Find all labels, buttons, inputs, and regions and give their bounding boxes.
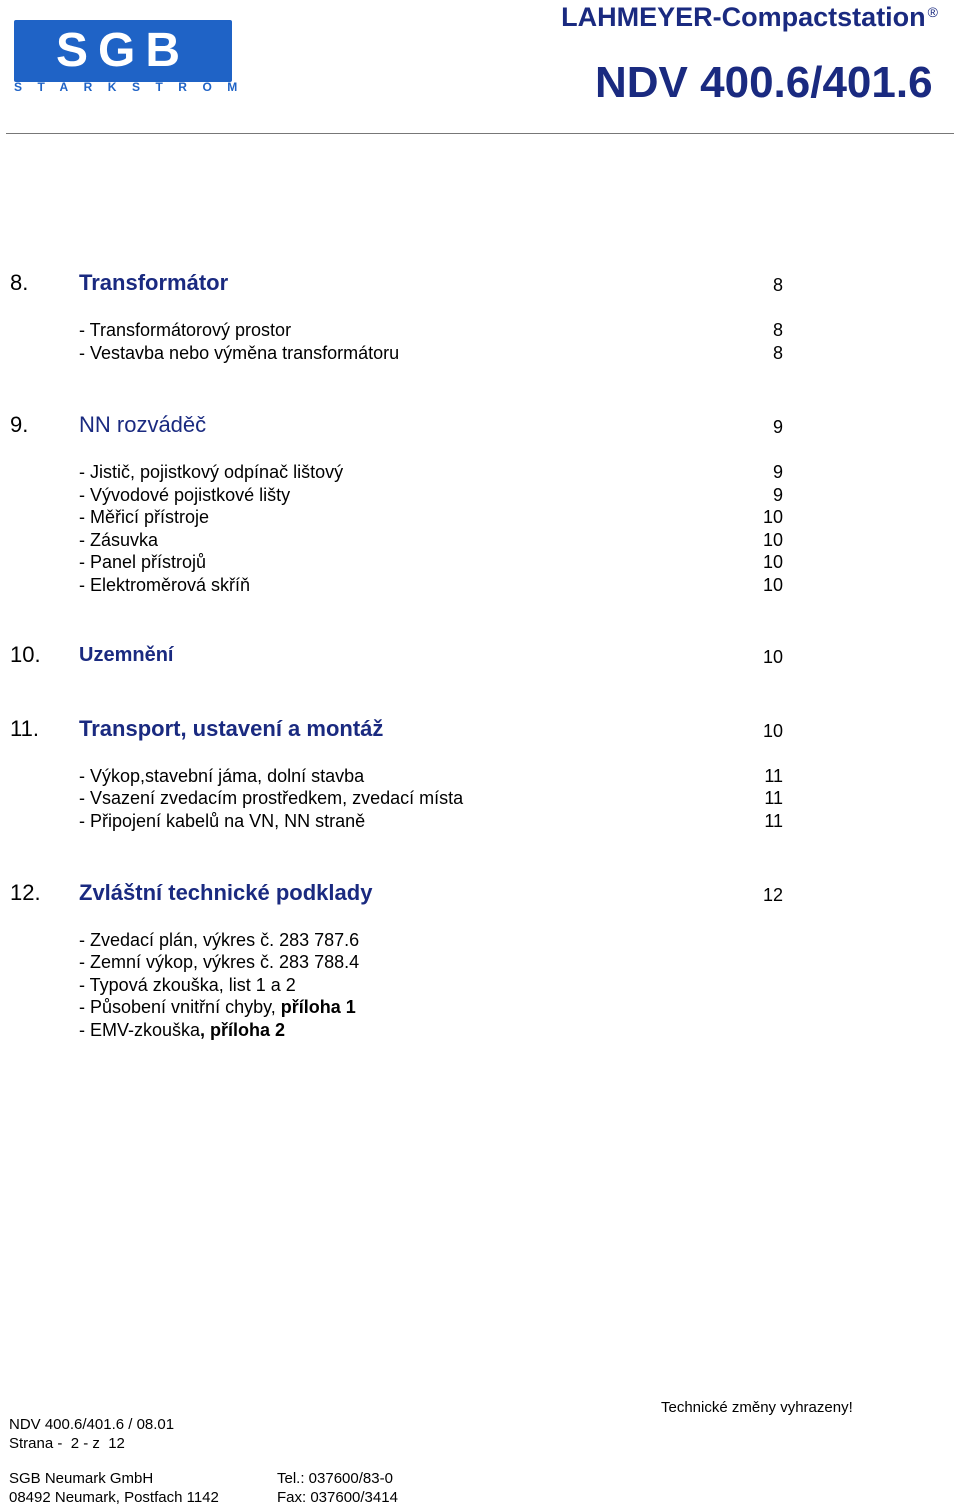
toc-item: - Panel přístrojů	[79, 552, 207, 572]
toc-item-label: - Působení vnitřní chyby,	[79, 997, 281, 1017]
footer-page-info: Strana - 2 - z 12	[9, 1435, 125, 1452]
toc-item-attachment: , příloha 2	[200, 1020, 286, 1040]
section-number: 9.	[10, 412, 29, 437]
logo-text: SGB	[55, 24, 190, 77]
toc-item: - Výkop,stavební jáma, dolní stavba	[79, 766, 365, 786]
toc-item-attachment: příloha 1	[280, 997, 356, 1017]
logo-subtext: STARKSTROM	[14, 80, 253, 94]
section-title: Transformátor	[79, 270, 229, 295]
toc-item: - Typová zkouška, list 1 a 2	[79, 975, 296, 995]
toc-item-label: - EMV-zkouška	[79, 1020, 201, 1040]
footer-company: SGB Neumark GmbH	[9, 1470, 154, 1487]
toc-item-page: 11	[764, 788, 783, 808]
toc-item: - Vsazení zvedacím prostředkem, zvedací místa	[79, 788, 464, 808]
toc-item: - Měřicí přístroje	[79, 507, 210, 527]
section-number: 10.	[10, 642, 41, 667]
section-number: 8.	[10, 270, 29, 295]
toc-item-page: 11	[764, 811, 783, 831]
registered-mark: ®	[927, 4, 938, 20]
toc-item-page: 11	[764, 766, 783, 786]
header-divider	[6, 133, 954, 134]
footer-address: 08492 Neumark, Postfach 1142	[9, 1489, 219, 1506]
toc-item: - Jistič, pojistkový odpínač lištový	[79, 462, 344, 482]
company-logo	[14, 20, 253, 94]
footer-fax: Fax: 037600/3414	[277, 1489, 398, 1506]
toc-item	[79, 1019, 285, 1041]
section-title: Uzemnění	[79, 644, 174, 666]
toc-item: - Elektroměrová skříň	[79, 575, 251, 595]
section-page: 8	[772, 275, 783, 295]
model-title: NDV 400.6/401.6	[595, 58, 933, 107]
toc-item: - Vestavba nebo výměna transformátoru	[79, 343, 400, 363]
toc-item-page: 10	[762, 552, 783, 572]
brand-title	[561, 2, 938, 33]
footer-tel: Tel.: 037600/83-0	[277, 1470, 393, 1487]
section-number: 12.	[10, 880, 41, 905]
toc-item	[79, 996, 356, 1018]
toc-item: - Vývodové pojistkové lišty	[79, 485, 291, 505]
footer-notice: Technické změny vyhrazeny!	[661, 1399, 853, 1416]
toc-item-page: 9	[772, 462, 783, 482]
section-title: NN rozváděč	[79, 412, 207, 437]
footer-doc-ref: NDV 400.6/401.6 / 08.01	[9, 1416, 175, 1433]
section-number: 11.	[10, 716, 39, 741]
toc-item: - Zásuvka	[79, 530, 159, 550]
toc-item-page: 10	[762, 530, 783, 550]
toc-item-page: 10	[762, 575, 783, 595]
brand-title-text: LAHMEYER-Compactstation	[561, 2, 926, 32]
section-title: Transport, ustavení a montáž	[79, 716, 384, 741]
section-title: Zvláštní technické podklady	[79, 880, 373, 905]
toc-item: - Zvedací plán, výkres č. 283 787.6	[79, 930, 360, 950]
toc-item-page: 9	[772, 485, 783, 505]
toc-item-page: 8	[772, 343, 783, 363]
toc-item-page: 10	[762, 507, 783, 527]
section-page: 12	[762, 885, 783, 905]
section-page: 9	[772, 417, 783, 437]
toc-item: - Transformátorový prostor	[79, 320, 292, 340]
toc-item-page: 8	[772, 320, 783, 340]
section-page: 10	[762, 647, 783, 667]
section-page: 10	[762, 721, 783, 741]
toc-item: - Připojení kabelů na VN, NN straně	[79, 811, 366, 831]
toc-item: - Zemní výkop, výkres č. 283 788.4	[79, 952, 360, 972]
